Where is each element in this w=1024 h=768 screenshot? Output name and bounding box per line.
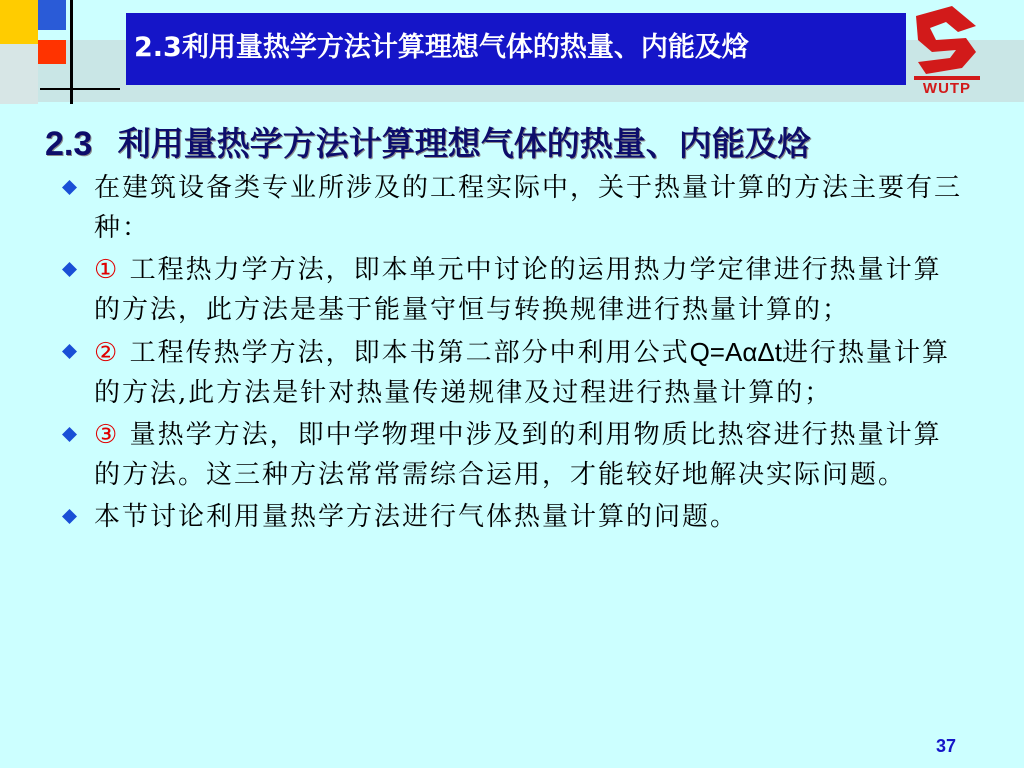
circled-number-3: ③ bbox=[94, 420, 120, 450]
bullet-item-method-3 bbox=[58, 415, 963, 495]
decor-blue-square bbox=[38, 0, 66, 30]
diamond-bullet-icon bbox=[62, 262, 77, 277]
bullet-list bbox=[58, 168, 963, 539]
bullet-text: 在建筑设备类专业所涉及的工程实际中，关于热量计算的方法主要有三种： bbox=[94, 173, 963, 243]
bullet-text: 本节讨论利用量热学方法进行气体热量计算的问题。 bbox=[94, 502, 739, 532]
bullet-text-continued: 进行热量计算的方法,此方法是针对热量传递规律及过程进行热量计算的； bbox=[94, 338, 950, 408]
circled-number-1: ① bbox=[94, 255, 120, 285]
circled-number-2: ② bbox=[94, 338, 120, 368]
bullet-item-intro bbox=[58, 168, 963, 248]
decor-horizontal-line bbox=[40, 88, 120, 90]
bullet-item-method-2 bbox=[58, 332, 963, 413]
decor-yellow-square bbox=[0, 0, 38, 44]
decor-gray-square bbox=[0, 44, 38, 104]
slide-title: 2.3利用量热学方法计算理想气体的热量、内能及焓 bbox=[134, 32, 749, 63]
logo-icon bbox=[906, 2, 988, 82]
diamond-bullet-icon bbox=[62, 427, 77, 442]
page-number: 37 bbox=[936, 736, 957, 756]
section-heading bbox=[45, 118, 1005, 168]
bullet-text: 量热学方法，即中学物理中涉及到的利用物质比热容进行热量计算的方法。这三种方法常常需综合运用，才能较好地解决实际问题。 bbox=[94, 420, 942, 490]
bullet-item-method-1 bbox=[58, 250, 963, 330]
section-number: 2.3 bbox=[45, 125, 93, 163]
bullet-text: 工程热力学方法，即本单元中讨论的运用热力学定律进行热量计算的方法，此方法是基于能量守恒与转换规律进行热量计算的； bbox=[94, 255, 942, 325]
diamond-bullet-icon bbox=[62, 344, 77, 359]
bullet-text: 工程传热学方法，即本书第二部分中利用公式 bbox=[119, 338, 690, 368]
section-heading-text: 利用量热学方法计算理想气体的热量、内能及焓 bbox=[117, 124, 811, 163]
bullet-item-conclusion bbox=[58, 497, 963, 537]
logo-text: WUTP bbox=[922, 80, 972, 97]
decor-red-square bbox=[38, 40, 66, 64]
formula: Q=AαΔt bbox=[689, 337, 782, 367]
diamond-bullet-icon bbox=[62, 509, 77, 524]
diamond-bullet-icon bbox=[62, 180, 77, 195]
